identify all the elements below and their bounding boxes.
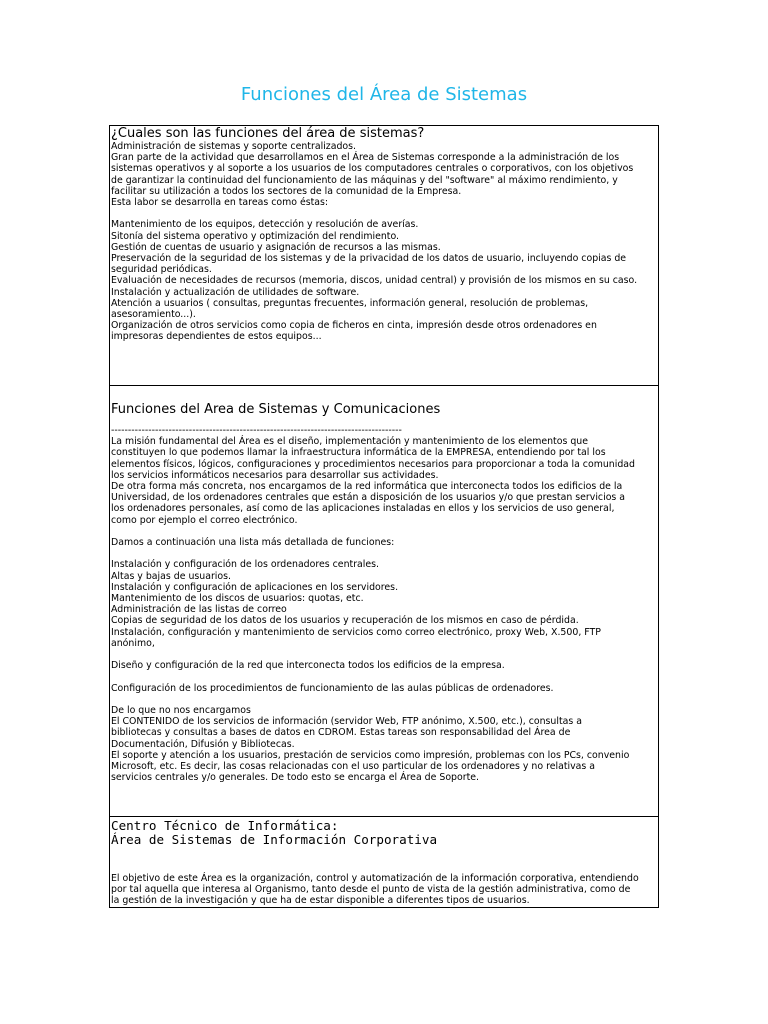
page-title: Funciones del Área de Sistemas bbox=[240, 84, 528, 105]
section-heading-line2: Área de Sistemas de Información Corporativa bbox=[111, 832, 438, 847]
section-heading: Funciones del Area de Sistemas y Comunicaciones bbox=[111, 402, 441, 417]
section-funciones-area-sistemas bbox=[110, 126, 659, 386]
section-heading: ¿Cuales son las funciones del área de sistemas? bbox=[111, 126, 425, 141]
divider-dashes: -------------------------------------------------------------------------------------- bbox=[111, 425, 402, 436]
section-body: Administración de sistemas y soporte centralizados. Gran parte de la actividad que desarrollamos en el Área de Sistemas corresponde a la administración de los sistemas operativos y al soporte a los usuarios de los computadores centrales o corporativos, con los objetivos de garantizar la continuidad del funcionamiento de las máquinas y del "software" al máximo rendimiento, y facilitar su utilización a todos los sectores de la comunidad de la Empresa. Esta labor se desarrolla en tareas como éstas: Mantenimiento de los equipos, detección y resolución de averías. Sitonía del sistema operativo y optimización del rendimiento. Gestión de cuentas de usuario y asignación de recursos a las mismas. Preservación de la seguridad de los sistemas y de la privacidad de los datos de usuario, incluyendo copias de seguridad periódicas. Evaluación de necesidades de recursos (memoria, discos, unidad central) y provisión de los mismos en su caso. Instalación y actualización de utilidades de software. Atención a usuarios ( consultas, preguntas frecuentes, información general, resolución de problemas, asesoramiento...). Organización de otros servicios como copia de ficheros en cinta, impresión desde otros ordenadores en impresoras dependientes de estos equipos... bbox=[111, 141, 638, 343]
section-sistemas-comunicaciones bbox=[110, 386, 659, 817]
section-heading-line1: Centro Técnico de Informática: bbox=[111, 818, 339, 833]
content-table bbox=[109, 125, 659, 908]
section-body: El objetivo de este Área es la organización, control y automatización de la información corporativa, entendiendo por tal aquella que interesa al Organismo, tanto desde el punto de vista de la gestión administrativa, como de la gestión de la investigación y que ha de estar disponible a diferentes tipos de usuarios. bbox=[111, 873, 639, 907]
section-body: La misión fundamental del Área es el diseño, implementación y mantenimiento de los elementos que constituyen lo que podemos llamar la infraestructura informática de la EMPRESA, entendiendo por tal los elementos físicos, lógicos, configuraciones y procedimientos necesarios para proporcionar a toda la comunidad los servicios informáticos necesarios para desarrollar sus actividades. De otra forma más concreta, nos encargamos de la red informática que interconecta todos los edificios de la Universidad, de los ordenadores centrales que están a disposición de los usuarios y/o que prestan servicios a los ordenadores personales, así como de las aplicaciones instaladas en ellos y los servicios de uso general, como por ejemplo el correo electrónico. Damos a continuación una lista más detallada de funciones: Instalación y configuración de los ordenadores centrales. Altas y bajas de usuarios. Instalación y configuración de aplicaciones en los servidores. Mantenimiento de los discos de usuarios: quotas, etc. Administración de las listas de correo Copias de seguridad de los datos de los usuarios y recuperación de los mismos en caso de pérdida. Instalación, configuración y mantenimiento de servicios como correo electrónico, proxy Web, X.500, FTP anónimo, Diseño y configuración de la red que interconecta todos los edificios de la empresa. Configuración de los procedimientos de funcionamiento de las aulas públicas de ordenadores. De lo que no nos encargamos El CONTENIDO de los servicios de información (servidor Web, FTP anónimo, X.500, etc.), consultas a bibliotecas y consultas a bases de datos en CDROM. Estas tareas son responsabilidad del Área de Documentación, Difusión y Bibliotecas. El soporte y atención a los usuarios, prestación de servicios como impresión, problemas con los PCs, convenio Microsoft, etc. Es decir, las cosas relacionadas con el uso particular de los ordenadores y no relativas a servicios centrales y/o generales. De todo esto se encarga el Área de Soporte. bbox=[111, 436, 635, 784]
section-centro-tecnico bbox=[110, 817, 659, 908]
